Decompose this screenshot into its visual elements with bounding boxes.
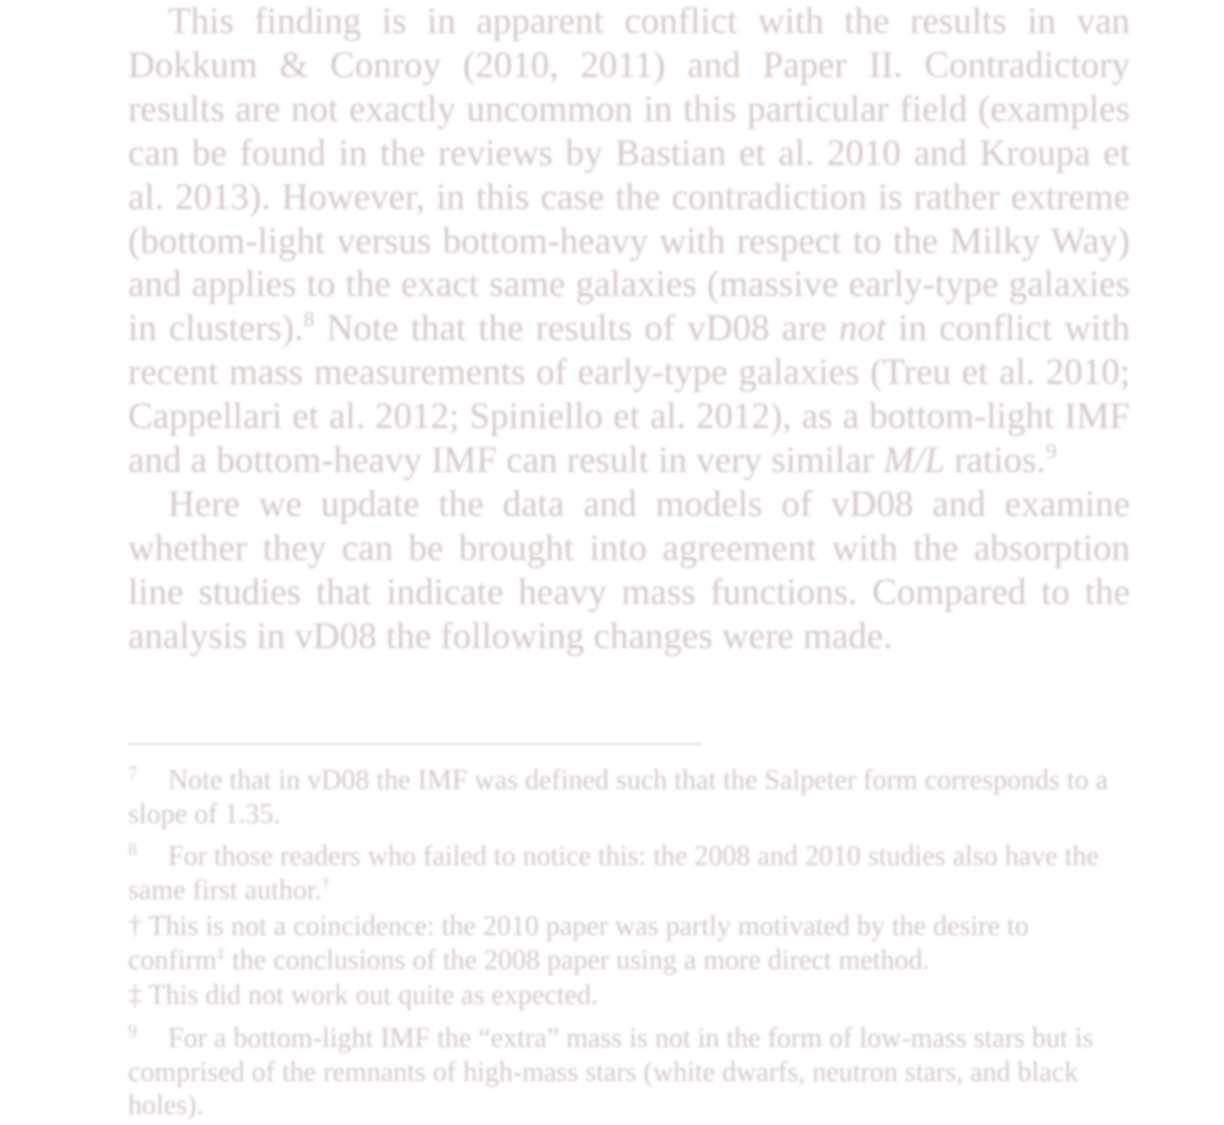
footnote-7	[128, 757, 1128, 831]
footnote-9	[128, 1015, 1128, 1123]
footnote-dagger	[128, 910, 1128, 977]
footnote-ref-dagger[interactable]: †	[321, 873, 331, 893]
footnote-ddagger-symbol: ‡	[128, 980, 142, 1012]
footnote-9-number: 9	[128, 1020, 137, 1041]
footnote-ddagger-text: This did not work out quite as expected.	[142, 980, 598, 1012]
emphasis-not: not	[838, 308, 887, 350]
footnote-dagger-text-a: This is not a coincidence: the 2010 paper was partly motivated by the desire to confirm	[128, 910, 1029, 976]
footnote-9-text: For a bottom-light IMF the “extra” mass is not in the form of low-mass stars but is comprised of the remnants of high-mass stars (white dwarfs, neutron stars, and black holes).	[128, 1022, 1094, 1122]
paragraph-update: Here we update the data and models of vD08 and examine whether they can be brought into agreement with the absorption line studies that indicate heavy mass functions. Compared to the analysis in vD08 the following changes were made.	[128, 483, 1130, 657]
footnote-ref-9[interactable]: 9	[1045, 438, 1057, 464]
footnote-dagger-symbol: †	[128, 910, 142, 942]
footnote-ddagger	[128, 979, 1128, 1013]
body-text	[128, 0, 1130, 659]
paragraph-conflict	[128, 0, 1130, 483]
footnote-ref-8[interactable]: 8	[303, 307, 315, 333]
footnote-8-text: For those readers who failed to notice this: the 2008 and 2010 studies also have the same first author.	[128, 841, 1099, 907]
footnote-dagger-text-b: the conclusions of the 2008 paper using a more direct method.	[225, 944, 930, 976]
footnote-8-number: 8	[128, 839, 137, 860]
footnote-ref-ddagger[interactable]: ‡	[216, 943, 226, 963]
paragraph-conflict-text-d: ratios.	[944, 440, 1046, 482]
paragraph-conflict-text-a: This finding is in apparent conflict with the results in van Dokkum & Conroy (2010, 2011) and Paper II. Contradictory results are not exactly uncommon in this particular field (examples can be found in the reviews by Bastian et al. 2010 and Kroupa et al. 2013). However, in this case the contradiction is rather extreme (bottom-light versus bottom-heavy with respect to the Milky Way) and applies to the exact same galaxies (massive early-type galaxies in clusters).	[128, 1, 1130, 350]
paragraph-conflict-text-b: Note that the results of vD08 are	[314, 308, 839, 350]
footnote-7-text: Note that in vD08 the IMF was defined such that the Salpeter form corresponds to a slope of 1.35.	[128, 765, 1109, 830]
footnotes	[128, 757, 1128, 1125]
paragraph-conflict-text-c: in conflict with recent mass measurements of early-type galaxies (Treu et al. 2010; Cappellari et al. 2012; Spiniello et al. 2012), as a bottom-light IMF and a bottom-heavy IMF can result in very similar	[128, 308, 1130, 482]
footnote-rule	[128, 743, 702, 745]
footnote-7-number: 7	[128, 763, 137, 783]
math-m-over-l: M/L	[883, 440, 945, 482]
footnote-8	[128, 833, 1128, 907]
